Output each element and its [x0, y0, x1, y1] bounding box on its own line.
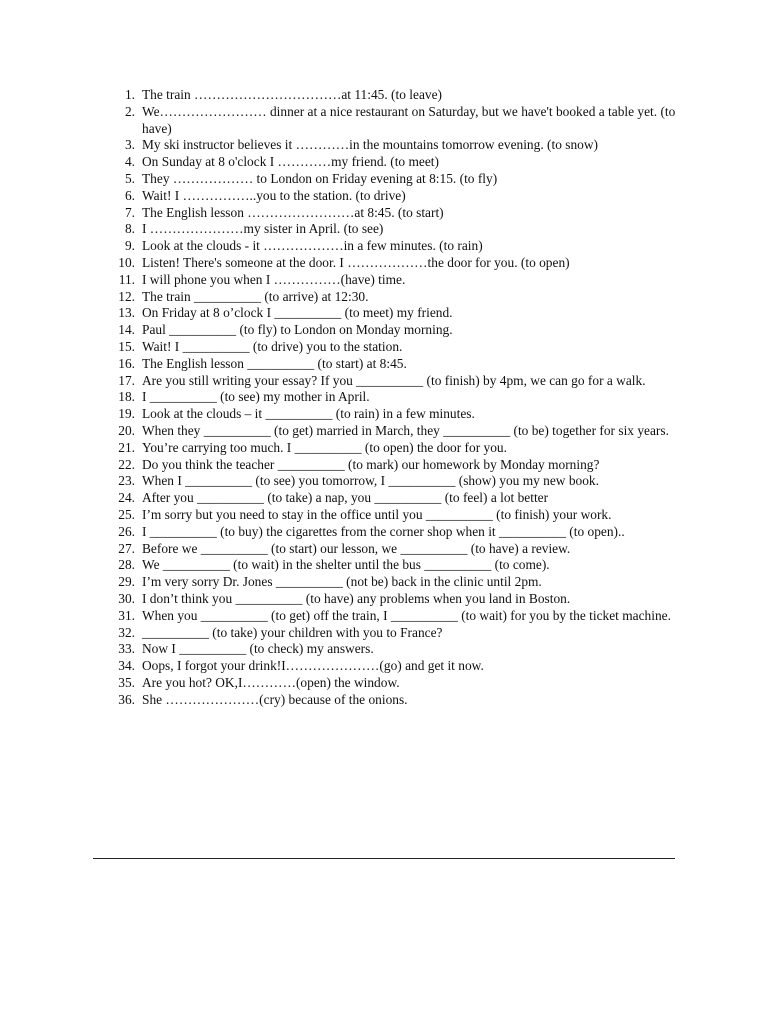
exercise-text: Wait! I __________ (to drive) you to the station.: [142, 338, 403, 354]
exercise-item: [100, 339, 680, 356]
exercise-item: [100, 473, 680, 490]
exercise-text: They ……………… to London on Friday evening at 8:15. (to fly): [142, 170, 498, 186]
exercise-item: [100, 541, 680, 558]
exercise-item: [100, 557, 680, 574]
exercise-number-cell: [100, 625, 135, 642]
exercise-number: 15.: [118, 338, 135, 354]
exercise-number-cell: [100, 457, 135, 474]
exercise-number-cell: [100, 137, 135, 154]
exercise-number-cell: [100, 238, 135, 255]
exercise-item: [100, 574, 680, 591]
exercise-number: 36.: [118, 691, 135, 707]
exercise-number-cell: [100, 406, 135, 423]
exercise-number-cell: [100, 221, 135, 238]
exercise-number: 7.: [124, 204, 135, 220]
exercise-text: Wait! I ……………..you to the station. (to drive): [142, 187, 406, 203]
exercise-number: 20.: [118, 422, 135, 438]
exercise-number: 26.: [118, 523, 135, 539]
exercise-number-cell: [100, 423, 135, 440]
exercise-text: The train __________ (to arrive) at 12:30.: [142, 288, 369, 304]
exercise-number-cell: [100, 507, 135, 524]
exercise-item: [100, 171, 680, 188]
exercise-item: [100, 440, 680, 457]
exercise-text: The train ……………………………at 11:45. (to leave): [142, 87, 442, 102]
exercise-number-cell: [100, 339, 135, 356]
exercise-number: 13.: [118, 305, 135, 321]
exercise-text: I __________ (to see) my mother in April.: [142, 389, 370, 405]
exercise-text: When I __________ (to see) you tomorrow, I __________ (show) you my new book.: [142, 473, 599, 489]
exercise-number: 2.: [124, 103, 135, 119]
exercise-text: Paul __________ (to fly) to London on Monday morning.: [142, 322, 453, 338]
exercise-number: 33.: [118, 641, 135, 657]
exercise-number: 3.: [124, 137, 135, 153]
exercise-number-cell: [100, 557, 135, 574]
exercise-number-cell: [100, 490, 135, 507]
exercise-number: 25.: [118, 506, 135, 522]
exercise-number-cell: [100, 692, 135, 709]
exercise-number-cell: [100, 574, 135, 591]
exercise-item: [100, 238, 680, 255]
exercise-number-cell: [100, 289, 135, 306]
exercise-number: 18.: [118, 389, 135, 405]
exercise-number: 31.: [118, 607, 135, 623]
exercise-text: You’re carrying too much. I __________ (to open) the door for you.: [142, 439, 507, 455]
exercise-number-cell: [100, 440, 135, 457]
exercise-item: [100, 675, 680, 692]
exercise-text: I …………………my sister in April. (to see): [142, 221, 384, 237]
exercise-item: [100, 692, 680, 709]
exercise-text: Before we __________ (to start) our lesson, we __________ (to have) a review.: [142, 540, 571, 556]
exercise-number: 21.: [118, 439, 135, 455]
exercise-item: [100, 507, 680, 524]
exercise-number-cell: [100, 205, 135, 222]
exercise-number-cell: [100, 373, 135, 390]
exercise-item: [100, 322, 680, 339]
exercise-text: Listen! There's someone at the door. I ………………the door for you. (to open): [142, 254, 570, 270]
exercise-number: 14.: [118, 322, 135, 338]
exercise-number: 32.: [118, 624, 135, 640]
exercise-item: [100, 641, 680, 658]
exercise-number: 9.: [124, 238, 135, 254]
exercise-item: [100, 591, 680, 608]
exercise-number: 17.: [118, 372, 135, 388]
exercise-item: [100, 625, 680, 642]
exercise-item: [100, 423, 680, 440]
exercise-number: 11.: [118, 271, 135, 287]
exercise-text: We…………………… dinner at a nice restaurant on Saturday, but we have't booked a table yet. (to have): [142, 103, 676, 136]
exercise-number: 27.: [118, 540, 135, 556]
exercise-number-cell: [100, 356, 135, 373]
exercise-item: [100, 255, 680, 272]
exercise-number-cell: [100, 675, 135, 692]
exercise-item: [100, 457, 680, 474]
exercise-item: [100, 373, 680, 390]
exercise-text: I’m sorry but you need to stay in the office until you __________ (to finish) your work.: [142, 506, 612, 522]
exercise-number-cell: [100, 255, 135, 272]
exercise-number-cell: [100, 541, 135, 558]
exercise-item: [100, 289, 680, 306]
exercise-item: [100, 104, 680, 138]
exercise-text: The English lesson ……………………at 8:45. (to start): [142, 204, 444, 220]
exercise-item: [100, 305, 680, 322]
exercise-number-cell: [100, 389, 135, 406]
exercise-number-cell: [100, 322, 135, 339]
exercise-item: [100, 205, 680, 222]
exercise-number: 5.: [124, 170, 135, 186]
exercise-number: 24.: [118, 490, 135, 506]
exercise-text: My ski instructor believes it …………in the mountains tomorrow evening. (to snow): [142, 137, 598, 153]
exercise-item: [100, 272, 680, 289]
exercise-item: [100, 608, 680, 625]
exercise-number-cell: [100, 87, 135, 104]
exercise-list: [100, 87, 680, 708]
exercise-number-cell: [100, 473, 135, 490]
exercise-item: [100, 221, 680, 238]
exercise-number: 8.: [124, 221, 135, 237]
exercise-number-cell: [100, 104, 135, 121]
exercise-text: The English lesson __________ (to start) at 8:45.: [142, 355, 407, 371]
exercise-text: I don’t think you __________ (to have) any problems when you land in Boston.: [142, 590, 571, 606]
exercise-number: 34.: [118, 658, 135, 674]
exercise-text: On Friday at 8 o’clock I __________ (to meet) my friend.: [142, 305, 453, 321]
exercise-text: After you __________ (to take) a nap, you __________ (to feel) a lot better: [142, 490, 549, 506]
exercise-text: Do you think the teacher __________ (to mark) our homework by Monday morning?: [142, 456, 600, 472]
exercise-item: [100, 389, 680, 406]
exercise-item: [100, 356, 680, 373]
exercise-item: [100, 154, 680, 171]
exercise-item: [100, 137, 680, 154]
exercise-number-cell: [100, 658, 135, 675]
exercise-number: 35.: [118, 674, 135, 690]
exercise-text: When you __________ (to get) off the train, I __________ (to wait) for you by the ticket machine.: [142, 607, 671, 623]
exercise-number: 28.: [118, 557, 135, 573]
exercise-number: 4.: [124, 154, 135, 170]
exercise-number: 1.: [124, 87, 135, 102]
exercise-text: I will phone you when I ……………(have) time.: [142, 271, 406, 287]
exercise-text: I __________ (to buy) the cigarettes from the corner shop when it __________ (to open)..: [142, 523, 625, 539]
exercise-text: When they __________ (to get) married in March, they __________ (to be) together for six years.: [142, 422, 669, 438]
exercise-number-cell: [100, 608, 135, 625]
exercise-item: [100, 188, 680, 205]
exercise-item: [100, 658, 680, 675]
exercise-item: [100, 524, 680, 541]
exercise-number: 23.: [118, 473, 135, 489]
exercise-number: 16.: [118, 355, 135, 371]
exercise-text: __________ (to take) your children with you to France?: [142, 624, 443, 640]
exercise-number-cell: [100, 188, 135, 205]
exercise-number-cell: [100, 591, 135, 608]
exercise-text: We __________ (to wait) in the shelter until the bus __________ (to come).: [142, 557, 550, 573]
exercise-number-cell: [100, 524, 135, 541]
exercise-number: 22.: [118, 456, 135, 472]
exercise-text: Look at the clouds – it __________ (to rain) in a few minutes.: [142, 406, 475, 422]
exercise-number-cell: [100, 272, 135, 289]
exercise-text: On Sunday at 8 o'clock I …………my friend. (to meet): [142, 154, 439, 170]
exercise-item: [100, 490, 680, 507]
exercise-item: [100, 406, 680, 423]
exercise-number: 30.: [118, 590, 135, 606]
exercise-text: Now I __________ (to check) my answers.: [142, 641, 374, 657]
exercise-number-cell: [100, 171, 135, 188]
exercise-number: 19.: [118, 406, 135, 422]
exercise-number: 10.: [118, 254, 135, 270]
footer-divider: [93, 858, 675, 859]
exercise-text: Are you still writing your essay? If you __________ (to finish) by 4pm, we can go for a walk.: [142, 372, 646, 388]
exercise-text: I’m very sorry Dr. Jones __________ (not be) back in the clinic until 2pm.: [142, 574, 542, 590]
exercise-text: Are you hot? OK,I…………(open) the window.: [142, 674, 400, 690]
exercise-number-cell: [100, 641, 135, 658]
exercise-item: [100, 87, 680, 104]
exercise-text: She …………………(cry) because of the onions.: [142, 691, 408, 707]
exercise-text: Oops, I forgot your drink!I…………………(go) and get it now.: [142, 658, 484, 674]
exercise-number: 6.: [124, 187, 135, 203]
exercise-number: 12.: [118, 288, 135, 304]
exercise-text: Look at the clouds - it ………………in a few minutes. (to rain): [142, 238, 483, 254]
exercise-number-cell: [100, 154, 135, 171]
exercise-number-cell: [100, 305, 135, 322]
exercise-number: 29.: [118, 574, 135, 590]
